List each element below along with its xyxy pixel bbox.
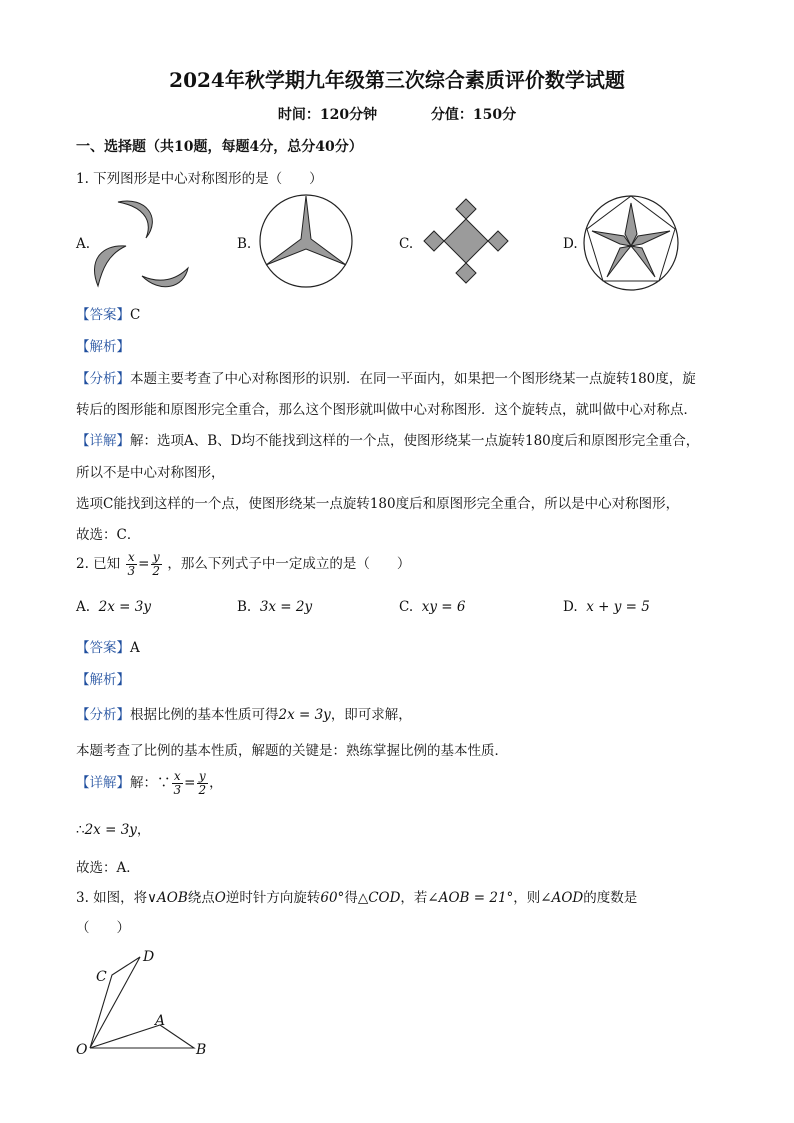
q3-degree: 60°: [320, 890, 345, 906]
option-label: C.: [399, 599, 414, 615]
q3-text: 逆时针方向旋转: [225, 890, 321, 906]
frac-num: x: [127, 550, 135, 564]
xiangjie-tag: 【详解】: [76, 433, 130, 449]
q2-stem-text-2: ，那么下列式子中一定成立的是（ ）: [167, 556, 411, 572]
q3-text: 得: [344, 890, 358, 906]
q3-text: 的度数是: [583, 890, 638, 906]
answer-value: A: [130, 640, 140, 656]
label-o: O: [76, 1042, 88, 1058]
q2-option-c: [399, 599, 465, 615]
q2-note: 本题考查了比例的基本性质，解题的关键是：熟练掌握比例的基本性质．: [76, 743, 508, 759]
fenxi-text: 本题主要考查了中心对称图形的识别．在同一平面内，如果把一个图形绕某一点旋转180度，旋: [130, 371, 696, 387]
page-title: 2024年秋学期九年级第三次综合素质评价数学试题: [169, 68, 625, 92]
q3-condition: ∠AOB = 21°: [427, 890, 514, 906]
fraction-x-3: [172, 770, 184, 797]
q2-option-d: [563, 599, 650, 615]
fenxi-text-2: ，即可求解，: [330, 707, 412, 723]
q3-stem: [76, 886, 637, 906]
q3-text: 绕点: [187, 890, 215, 906]
q1-xiangjie-line2: 所以不是中心对称图形，: [76, 465, 225, 481]
therefore-expr: 2x = 3y: [84, 822, 137, 838]
xiangjie-text-2: ，: [209, 775, 223, 791]
q2-fenxi: [76, 703, 412, 723]
xiangjie-tag: 【详解】: [76, 775, 130, 791]
q1-figure-a: [88, 196, 198, 292]
q1-answer: [76, 303, 140, 323]
q3-paren: （ ）: [76, 920, 130, 936]
frac-num: x: [173, 769, 181, 783]
q1-figure-d: [582, 194, 680, 292]
q3-ask: ∠AOD: [540, 890, 584, 906]
q2-option-b: [237, 599, 312, 615]
answer-tag: 【答案】: [76, 640, 130, 656]
exam-meta: [0, 104, 794, 124]
q2-choose: 故选：A．: [76, 860, 140, 876]
q1-option-d-label: D.: [563, 236, 578, 252]
q2-stem: [76, 551, 410, 578]
frac-num: y: [198, 769, 206, 783]
q2-xiangjie: [76, 770, 223, 797]
label-d: D: [143, 949, 155, 965]
option-label: B.: [237, 599, 252, 615]
option-label: A.: [76, 599, 91, 615]
exam-time: 时间：120分钟: [277, 107, 378, 123]
fraction-x-3: [125, 551, 137, 578]
frac-den: 3: [173, 783, 182, 797]
q2-option-a: [76, 599, 151, 615]
therefore-end: ，: [136, 822, 151, 838]
fenxi-text: 根据比例的基本性质可得: [130, 707, 279, 723]
q3-text: 3. 如图，将: [76, 890, 148, 906]
q1-figure-c: [418, 197, 514, 287]
q2-therefore: [76, 818, 150, 838]
equals-sign: =: [184, 775, 196, 791]
q1-choose: 故选：C．: [76, 527, 141, 543]
q1-figure-b: [258, 193, 354, 289]
section-heading: 一、选择题（共10题，每题4分，总分40分）: [76, 139, 363, 155]
frac-den: 2: [198, 783, 207, 797]
option-expr: 3x = 2y: [259, 599, 313, 615]
therefore-sign: ∴: [76, 822, 85, 838]
q2-stem-text: 2. 已知: [76, 556, 121, 572]
equals-sign: =: [138, 556, 150, 572]
exam-score: 分值：150分: [430, 107, 517, 123]
q2-answer: [76, 636, 140, 656]
q3-angle: ∨AOB: [147, 890, 188, 906]
q1-stem: 1. 下列图形是中心对称图形的是（ ）: [76, 171, 323, 187]
answer-value: C: [130, 307, 141, 323]
q3-text: ，则: [513, 890, 541, 906]
q2-analysis-tag: 【解析】: [76, 672, 130, 688]
q1-analysis-tag: 【解析】: [76, 339, 130, 355]
q1-xiangjie-line3: 选项C能找到这样的一个点，使图形绕某一点旋转180度后和原图形完全重合，所以是中心对称图形，: [76, 496, 680, 512]
q3-point: O: [214, 890, 226, 906]
q1-fenxi-line1: [76, 367, 696, 387]
label-b: B: [196, 1042, 207, 1058]
q1-option-a-label: A.: [76, 236, 91, 252]
label-c: C: [96, 969, 107, 985]
q1-option-c-label: C.: [399, 236, 414, 252]
option-expr: xy = 6: [421, 599, 466, 615]
q1-fenxi-line2: 转后的图形能和原图形完全重合，那么这个图形就叫做中心对称图形．这个旋转点，就叫做中心对称点．: [76, 402, 697, 418]
fraction-y-2: [196, 770, 208, 797]
q3-text: ，若: [400, 890, 428, 906]
xiangjie-text: 解：∵: [130, 775, 171, 791]
q1-option-b-label: B.: [237, 236, 252, 252]
fraction-y-2: [150, 551, 162, 578]
fenxi-tag: 【分析】: [76, 371, 130, 387]
frac-den: 2: [152, 564, 161, 578]
q3-figure: [70, 945, 220, 1060]
option-expr: x + y = 5: [586, 599, 650, 615]
fenxi-expr: 2x = 3y: [278, 707, 331, 723]
xiangjie-text: 解：选项A、B、D均不能找到这样的一个点，使图形绕某一点旋转180度后和原图形完全重合，: [130, 433, 700, 449]
label-a: A: [155, 1013, 166, 1029]
answer-tag: 【答案】: [76, 307, 130, 323]
frac-den: 3: [127, 564, 136, 578]
frac-num: y: [152, 550, 160, 564]
q1-xiangjie-line1: [76, 429, 699, 449]
option-expr: 2x = 3y: [98, 599, 151, 615]
fenxi-tag: 【分析】: [76, 707, 130, 723]
option-label: D.: [563, 599, 578, 615]
q3-triangle: △COD: [357, 890, 401, 906]
